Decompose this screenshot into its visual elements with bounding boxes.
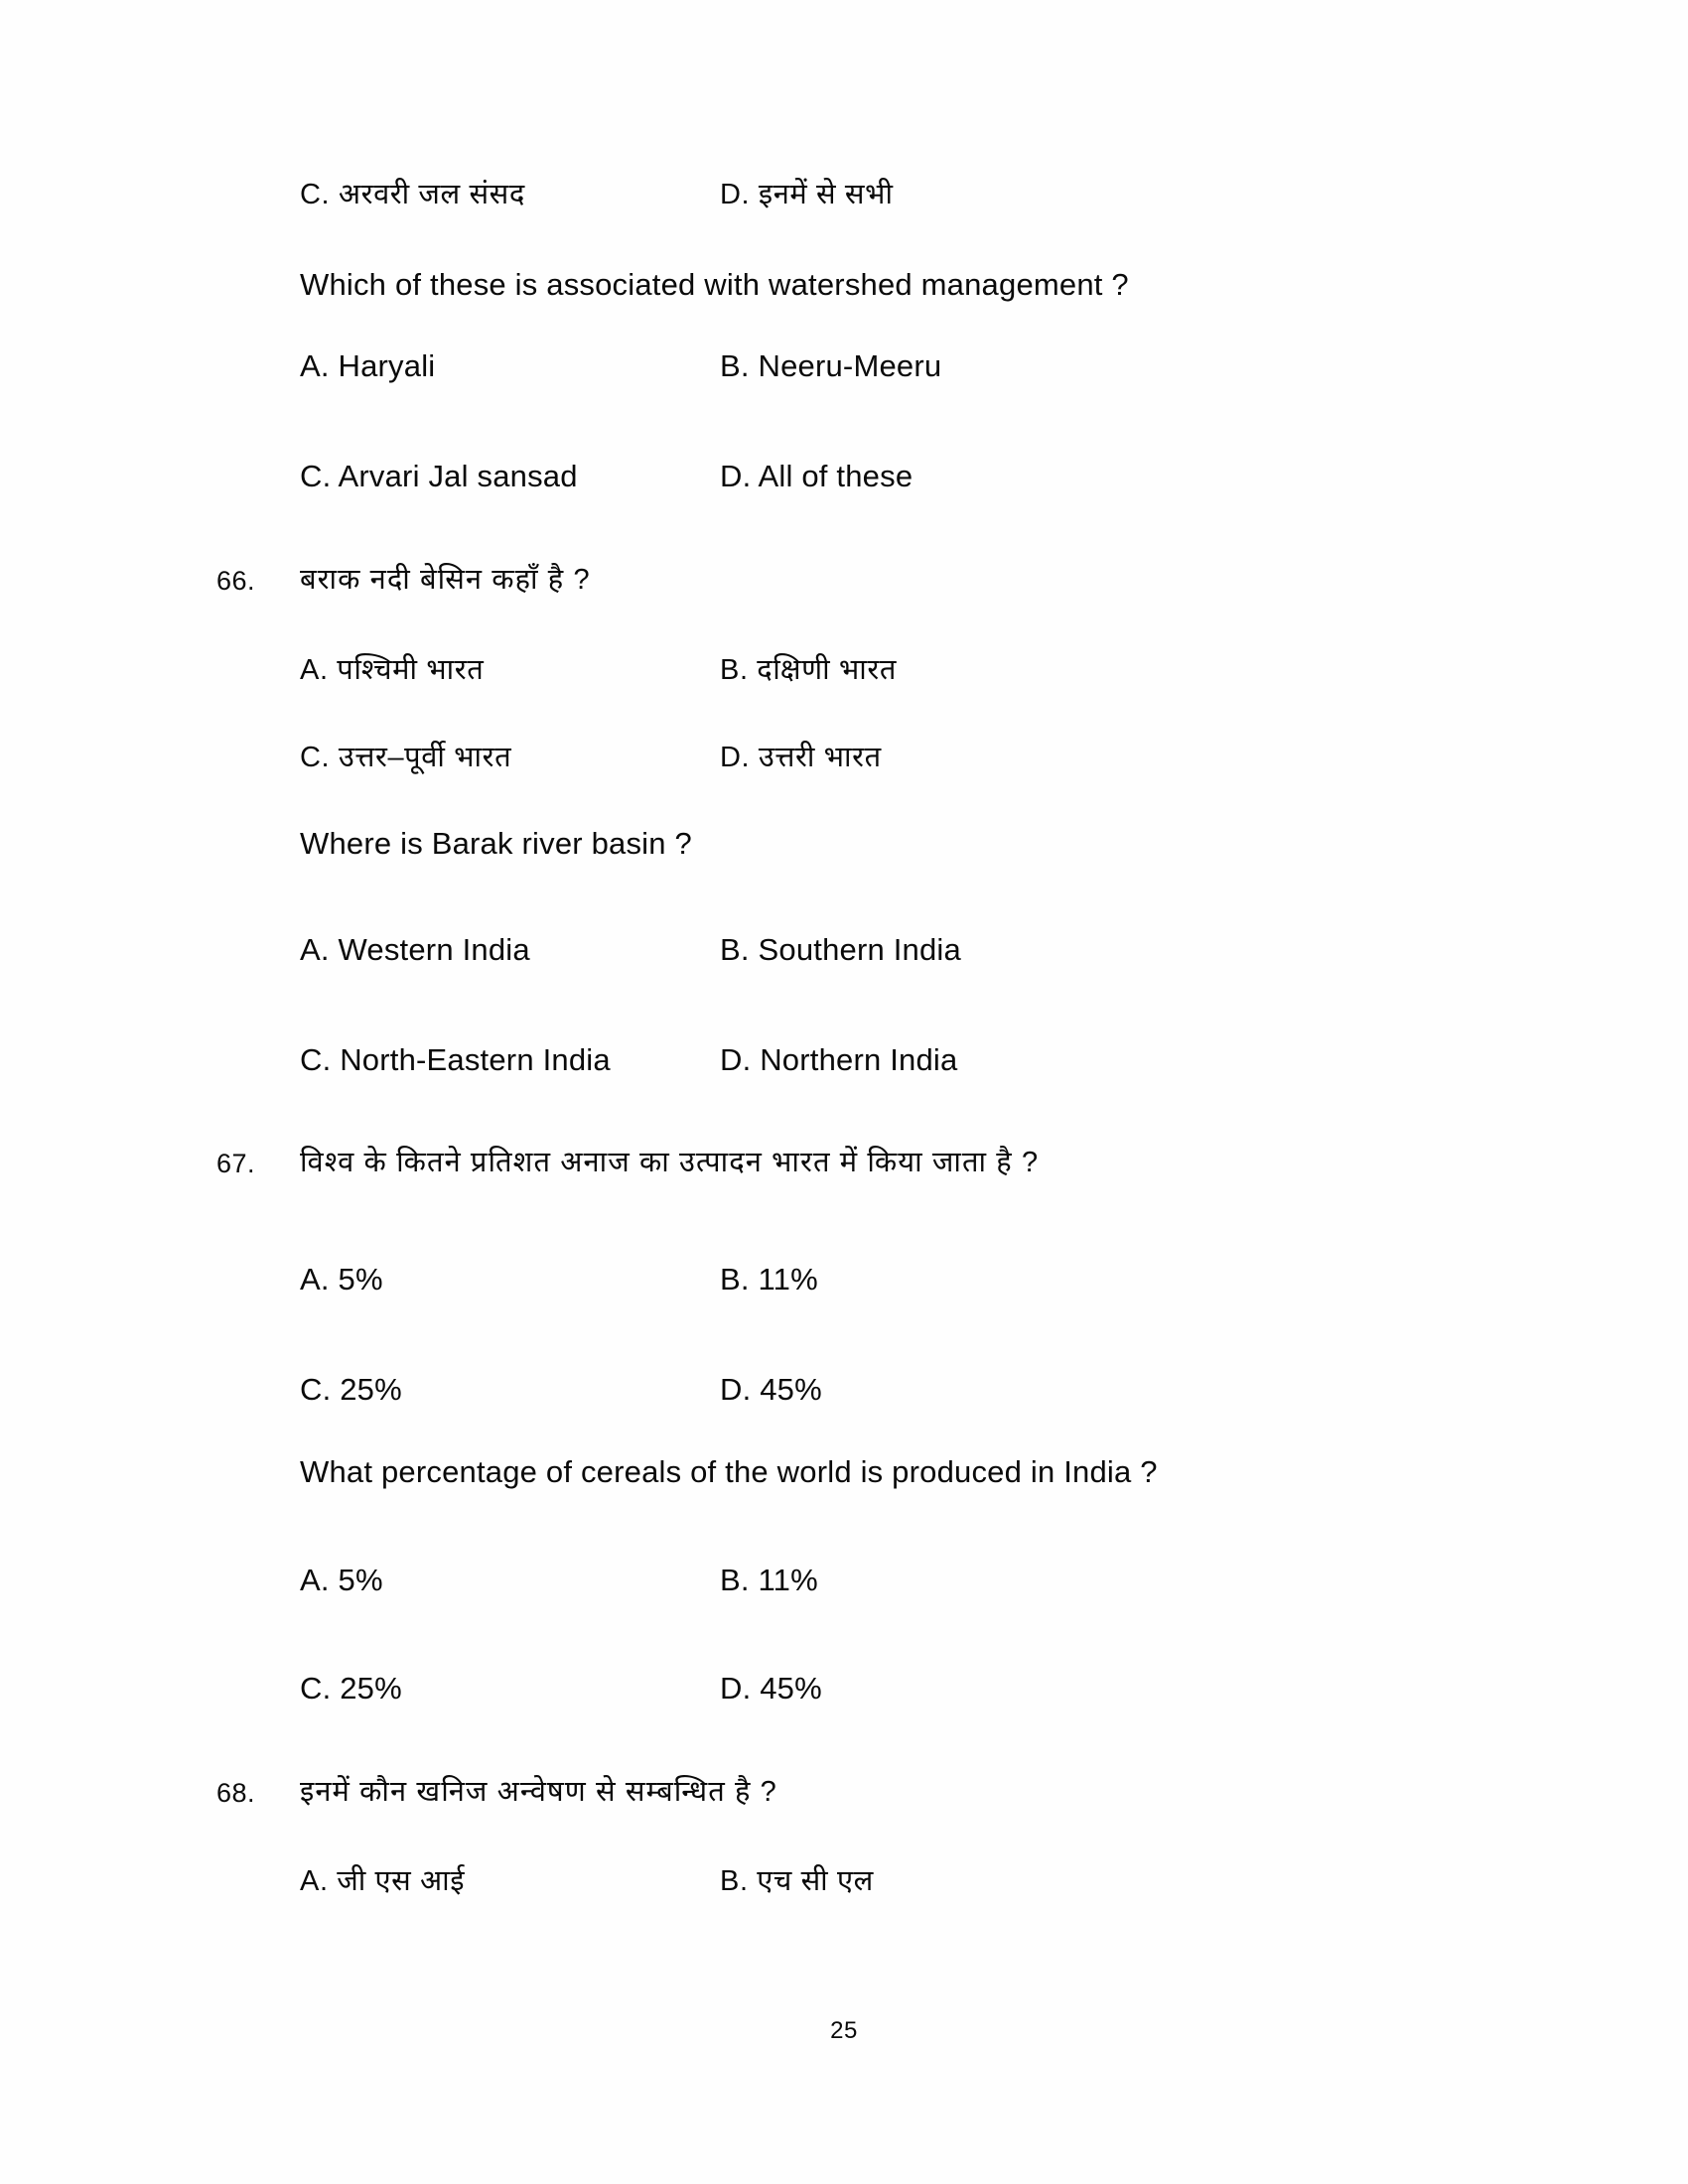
question-stem: What percentage of cereals of the world is produced in India ? bbox=[300, 1454, 1158, 1489]
question-number: 67. bbox=[216, 1149, 256, 1178]
option-left[interactable]: C. North-Eastern India bbox=[300, 1042, 611, 1077]
option-left[interactable]: C. उत्तर–पूर्वी भारत bbox=[300, 742, 512, 773]
option-left[interactable]: A. पश्चिमी भारत bbox=[300, 654, 485, 686]
question-number: 68. bbox=[216, 1778, 256, 1808]
option-left[interactable]: A. Western India bbox=[300, 932, 530, 967]
option-right[interactable]: B. एच सी एल bbox=[720, 1865, 874, 1897]
page-number: 25 bbox=[830, 2017, 858, 2044]
option-left[interactable]: C. अरवरी जल संसद bbox=[300, 179, 525, 210]
question-stem: विश्व के कितने प्रतिशत अनाज का उत्पादन भारत में किया जाता है ? bbox=[300, 1147, 1040, 1178]
option-right[interactable]: D. उत्तरी भारत bbox=[720, 742, 882, 773]
option-right[interactable]: B. 11% bbox=[720, 1563, 818, 1597]
option-right[interactable]: B. Southern India bbox=[720, 932, 961, 967]
question-stem: Which of these is associated with watershed management ? bbox=[300, 267, 1129, 302]
option-right[interactable]: D. Northern India bbox=[720, 1042, 958, 1077]
option-left[interactable]: C. 25% bbox=[300, 1372, 402, 1407]
option-right[interactable]: D. 45% bbox=[720, 1671, 822, 1706]
question-stem: बराक नदी बेसिन कहाँ है ? bbox=[300, 564, 591, 596]
option-right[interactable]: D. 45% bbox=[720, 1372, 822, 1407]
option-left[interactable]: A. Haryali bbox=[300, 348, 436, 383]
option-left[interactable]: A. 5% bbox=[300, 1563, 383, 1597]
option-left[interactable]: A. 5% bbox=[300, 1262, 383, 1297]
option-left[interactable]: C. Arvari Jal sansad bbox=[300, 459, 578, 493]
option-right[interactable]: B. दक्षिणी भारत bbox=[720, 654, 897, 686]
question-number: 66. bbox=[216, 566, 256, 596]
option-right[interactable]: B. Neeru-Meeru bbox=[720, 348, 942, 383]
option-right[interactable]: D. इनमें से सभी bbox=[720, 179, 894, 210]
option-right[interactable]: B. 11% bbox=[720, 1262, 818, 1297]
question-stem: इनमें कौन खनिज अन्वेषण से सम्बन्धित है ? bbox=[300, 1776, 777, 1808]
option-left[interactable]: A. जी एस आई bbox=[300, 1865, 466, 1897]
option-right[interactable]: D. All of these bbox=[720, 459, 914, 493]
option-left[interactable]: C. 25% bbox=[300, 1671, 402, 1706]
question-stem: Where is Barak river basin ? bbox=[300, 826, 692, 861]
